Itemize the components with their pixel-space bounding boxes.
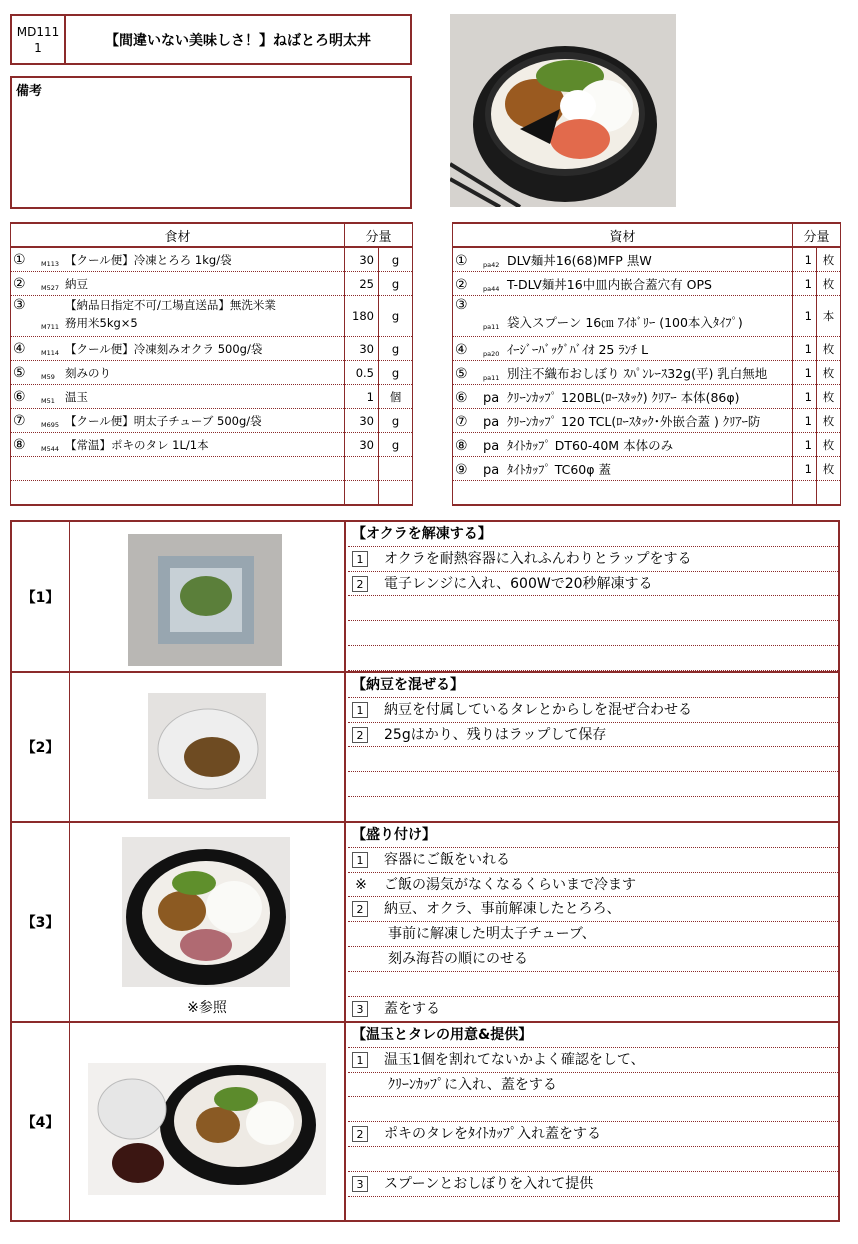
step-photo-cell: [70, 823, 346, 1021]
step-2: [12, 673, 838, 823]
marker-2: 2: [352, 1126, 368, 1142]
step-number: 【4】: [12, 1023, 70, 1220]
step-4: [12, 1023, 838, 1220]
table-row: ⑤ pa11 別注不織布おしぼり ｽﾊﾟﾝﾚｰｽ32g(平) 乳白無地 1 枚: [453, 361, 841, 385]
step-photo-cell: [70, 673, 346, 821]
reference-note: ※参照: [187, 1000, 227, 1016]
step-number: 【1】: [12, 522, 70, 671]
marker-1: 1: [352, 702, 368, 718]
step-3: [12, 823, 838, 1023]
steps-section: [10, 520, 840, 1222]
notes-box: [10, 76, 412, 209]
step-photo-cell: [70, 1023, 346, 1220]
marker-2: 2: [352, 901, 368, 917]
table-row: ⑨ pa ﾀｲﾄｶｯﾌﾟ TC60φ 蓋 1 枚: [453, 457, 841, 481]
recipe-code: [10, 14, 66, 65]
notes-label: 備考: [16, 84, 43, 99]
table-row: ⑦ M695 【クール便】明太子チューブ 500g/袋 30 g: [11, 409, 413, 433]
table-row: ⑦ pa ｸﾘｰﾝｶｯﾌﾟ 120 TCL(ﾛｰｽﾀｯｸ･外嵌合蓋 ) ｸﾘｱｰ防 1 枚: [453, 409, 841, 433]
table-row: ③ 【納品日指定不可/工場直送品】無洗米業 M711 務用米5kg×5 180 g: [11, 296, 413, 337]
dish-photo: [450, 14, 676, 207]
table-row: ① pa42 DLV麺丼16(68)MFP 黒W 1 枚: [453, 247, 841, 272]
ingredients-header-qty: 分量: [345, 223, 413, 247]
table-row: ⑥ M51 温玉 1 個: [11, 385, 413, 409]
okra-photo: [128, 534, 282, 666]
assembled-bowl-photo: [122, 837, 290, 987]
table-row: ④ pa20 ｲｰｼﾞｰﾊﾞｯｸﾞﾊﾞｲｵ 25 ﾗﾝﾁ L 1 枚: [453, 337, 841, 361]
step-instructions: 【温玉とタレの用意&提供】 1 温玉1個を割れてないかよく確認をして、 ｸﾘｰﾝｶｯﾌﾟに入れ、蓋をする 2 ポキのタレをﾀｲﾄｶｯﾌﾟ入れ蓋をする 3 スプーンとおしぼりを入れて提供: [348, 1023, 838, 1220]
ingredients-header-name: 食材: [11, 223, 345, 247]
step-instructions: 【オクラを解凍する】 1 オクラを耐熱容器に入れふんわりとラップをする 2 電子レンジに入れ、600Wで20秒解凍する: [348, 522, 838, 671]
materials-table: [452, 222, 841, 506]
marker-3: 3: [352, 1001, 368, 1017]
step-instructions: 【納豆を混ぜる】 1 納豆を付属しているタレとからしを混ぜ合わせる 2 25gはかり、残りはラップして保存: [348, 673, 838, 821]
step-title: 【納豆を混ぜる】: [348, 673, 838, 698]
natto-photo: [148, 693, 266, 799]
table-row: ⑧ pa ﾀｲﾄｶｯﾌﾟ DT60-40M 本体のみ 1 枚: [453, 433, 841, 457]
table-row: ⑤ M59 刻みのり 0.5 g: [11, 361, 413, 385]
table-row: ⑥ pa ｸﾘｰﾝｶｯﾌﾟ 120BL(ﾛｰｽﾀｯｸ) ｸﾘｱｰ 本体(86φ) 1 枚: [453, 385, 841, 409]
recipe-title: 【間違いない美味しさ！】ねばとろ明太丼: [66, 14, 412, 65]
marker-3: 3: [352, 1176, 368, 1192]
table-row: ⑧ M544 【常温】ポキのタレ 1L/1本 30 g: [11, 433, 413, 457]
marker-1: 1: [352, 852, 368, 868]
marker-1: 1: [352, 1052, 368, 1068]
serving-photo: [88, 1063, 326, 1195]
table-row: [453, 481, 841, 506]
step-title: 【温玉とタレの用意&提供】: [348, 1023, 838, 1048]
step-title: 【盛り付け】: [348, 823, 838, 848]
table-row: [11, 481, 413, 506]
table-row: ① M113 【クール便】冷凍とろろ 1kg/袋 30 g: [11, 247, 413, 272]
materials-header-qty: 分量: [793, 223, 841, 247]
materials-header-name: 資材: [453, 223, 793, 247]
table-row: ② pa44 T-DLV麺丼16中皿内嵌合蓋穴有 OPS 1 枚: [453, 272, 841, 296]
step-number: 【2】: [12, 673, 70, 821]
table-row: ② M527 納豆 25 g: [11, 272, 413, 296]
step-number: 【3】: [12, 823, 70, 1021]
step-photo-cell: [70, 522, 346, 671]
note-mark: ※: [355, 876, 367, 893]
step-title: 【オクラを解凍する】: [348, 522, 838, 547]
step-1: [12, 522, 838, 673]
marker-2: 2: [352, 576, 368, 592]
recipe-code-line1: MD111: [16, 24, 60, 39]
recipe-code-line2: 1: [34, 40, 42, 55]
step-instructions: 【盛り付け】 1 容器にご飯をいれる ※ ご飯の湯気がなくなるくらいまで冷ます 2 納豆、オクラ、事前解凍したとろろ、 事前に解凍した明太子チューブ、 刻み海苔の順にのせる 3 蓋をする: [348, 823, 838, 1021]
ingredients-table: [10, 222, 413, 506]
table-row: ④ M114 【クール便】冷凍刻みオクラ 500g/袋 30 g: [11, 337, 413, 361]
table-row: ③ pa11 袋入スプーン 16㎝ ｱｲﾎﾞﾘｰ (100本入ﾀｲﾌﾟ) 1 本: [453, 296, 841, 337]
table-row: [11, 457, 413, 481]
marker-1: 1: [352, 551, 368, 567]
marker-2: 2: [352, 727, 368, 743]
